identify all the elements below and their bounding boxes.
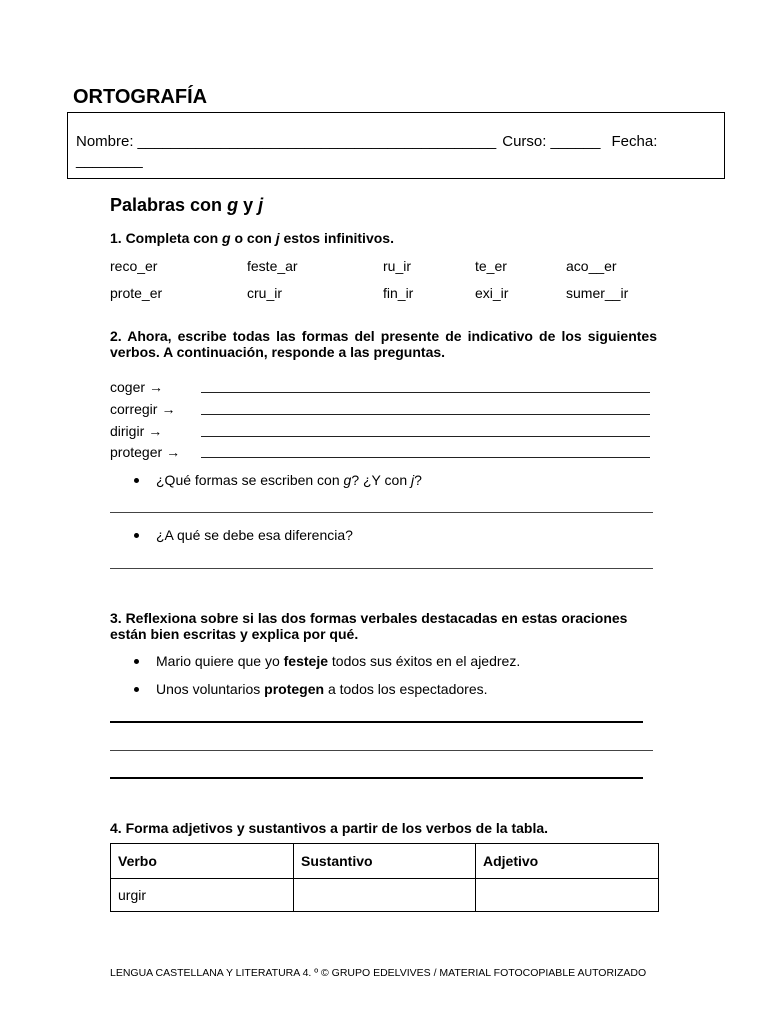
question-text: ? ¿Y con (351, 472, 411, 488)
sentence-text: Mario quiere que yo (156, 653, 284, 669)
exercise-1-instruction (110, 230, 394, 246)
verb-row (110, 401, 655, 417)
question-text: ¿A qué se debe esa diferencia? (156, 527, 353, 543)
word-blank: prote_er (110, 285, 163, 301)
word-blank: ru_ir (383, 258, 412, 274)
curso-label: Curso: (502, 133, 547, 150)
section-title-text: y (238, 195, 259, 215)
sentence-item (110, 681, 657, 697)
instruction-letter-g: g (222, 230, 231, 246)
answer-line (110, 777, 643, 779)
word-blank: sumer__ir (566, 285, 629, 301)
fecha-blank: ________ (76, 152, 143, 169)
word-blank: cru_ir (247, 285, 283, 301)
question-letter-g: g (343, 472, 352, 488)
student-info-line-1 (76, 132, 716, 151)
bullet-icon (134, 687, 139, 692)
arrow-right-icon: → (161, 401, 176, 417)
curso-blank: ______ (550, 133, 601, 150)
answer-line (110, 512, 653, 513)
answer-line (201, 436, 650, 437)
verb-label: coger (110, 379, 146, 395)
nombre-label: Nombre: (76, 133, 134, 150)
arrow-right-icon: → (148, 423, 163, 439)
instruction-text: 1. Completa con (110, 230, 223, 246)
word-blank: te_er (475, 258, 507, 274)
answer-line (110, 721, 643, 723)
table-cell-verbo: urgir (111, 879, 294, 912)
exercise-2-instruction: 2. Ahora, escribe todas las formas del presente de indicativo de los siguientes verbos. A continuación, responde a las preguntas. (110, 328, 657, 360)
section-title-text: Palabras con (110, 195, 228, 215)
arrow-right-icon: → (149, 379, 164, 395)
answer-line (110, 750, 653, 751)
exercise-3-instruction: 3. Reflexiona sobre si las dos formas verbales destacadas en estas oraciones están bien escritas y explica por qué. (110, 610, 628, 642)
section-title (110, 194, 263, 216)
fecha-label: Fecha: (611, 133, 658, 150)
instruction-text: estos infinitivos. (279, 230, 394, 246)
instruction-text: o con (230, 230, 276, 246)
word-blank: aco__er (566, 258, 617, 274)
word-blank: fin_ir (383, 285, 414, 301)
bullet-icon (134, 478, 139, 483)
answer-line (110, 568, 653, 569)
answer-line (201, 392, 650, 393)
verb-label: corregir (110, 401, 158, 417)
student-info-box (67, 112, 725, 179)
word-blank: exi_ir (475, 285, 509, 301)
answer-line (201, 414, 650, 415)
nombre-blank: ___________________________________________ (137, 133, 497, 150)
exercise-4-instruction: 4. Forma adjetivos y sustantivos a partir de los verbos de la tabla. (110, 820, 549, 836)
page-footer: LENGUA CASTELLANA Y LITERATURA 4. º © GRUPO EDELVIVES / MATERIAL FOTOCOPIABLE AUTORIZADO (110, 967, 647, 979)
sentence-item (110, 653, 657, 669)
instruction-letter-j: j (275, 230, 280, 246)
sentence-text: todos sus éxitos en el ajedrez. (328, 653, 521, 669)
question-item (110, 472, 657, 488)
highlighted-verb: protegen (264, 681, 325, 697)
word-blank: reco_er (110, 258, 158, 274)
verb-row (110, 444, 655, 460)
worksheet-title: ORTOGRAFÍA (73, 86, 208, 108)
sentence-text: Unos voluntarios (156, 681, 265, 697)
student-info-line-2 (76, 151, 716, 170)
verb-label: dirigir (110, 423, 145, 439)
word-blank: feste_ar (247, 258, 298, 274)
question-item (110, 527, 657, 543)
bullet-icon (134, 533, 139, 538)
table-header-adjetivo: Adjetivo (476, 844, 659, 879)
verb-table (110, 843, 659, 912)
table-cell-adjetivo (476, 879, 659, 912)
table-header-sustantivo: Sustantivo (294, 844, 476, 879)
table-header-row (111, 844, 659, 879)
question-text: ¿Qué formas se escriben con (156, 472, 344, 488)
section-title-letter-g: g (227, 195, 239, 215)
highlighted-verb: festeje (283, 653, 328, 669)
sentence-text: a todos los espectadores. (324, 681, 488, 697)
section-title-letter-j: j (258, 195, 264, 215)
verb-label: proteger (110, 444, 163, 460)
answer-line (201, 457, 650, 458)
table-header-verbo: Verbo (111, 844, 294, 879)
arrow-right-icon: → (166, 444, 181, 460)
table-cell-sustantivo (294, 879, 476, 912)
bullet-icon (134, 659, 139, 664)
question-text: ? (414, 472, 422, 488)
table-row (111, 879, 659, 912)
question-letter-j: j (411, 472, 415, 488)
verb-row (110, 379, 655, 395)
verb-row (110, 423, 655, 439)
